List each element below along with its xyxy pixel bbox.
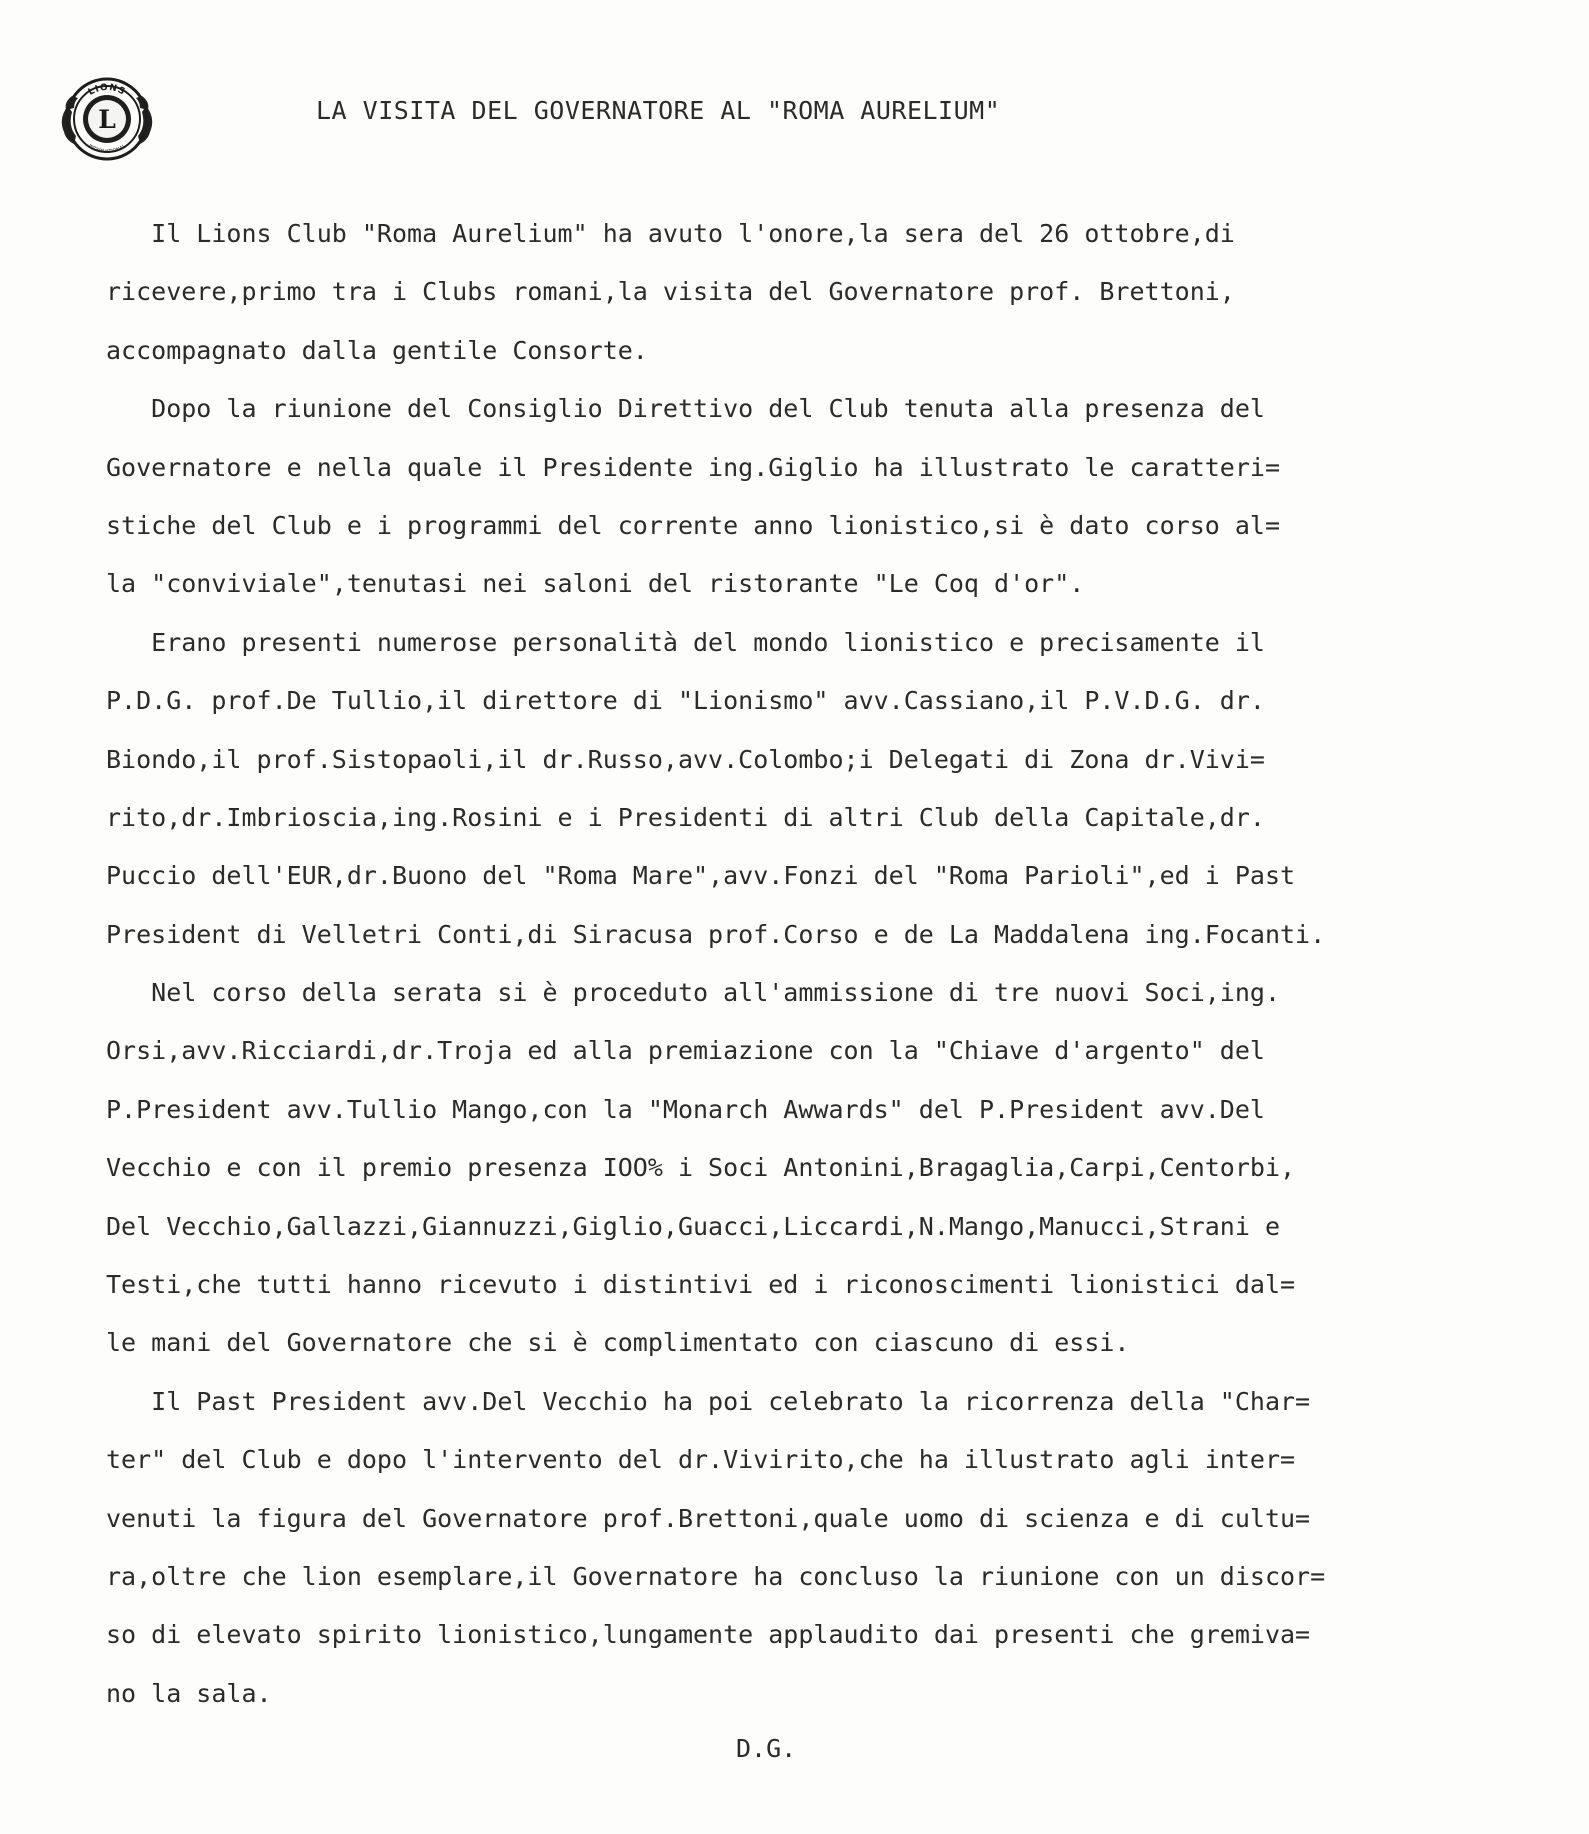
text-line: ra,oltre che lion esemplare,il Governatore ha concluso la riunione con un discor= [106, 1561, 1326, 1591]
text-line: stiche del Club e i programmi del corrente anno lionistico,si è dato corso al= [106, 510, 1280, 540]
text-line: Orsi,avv.Ricciardi,dr.Troja ed alla premiazione con la "Chiave d'argento" del [106, 1036, 1265, 1066]
text-line: no la sala. [106, 1678, 272, 1708]
text-line: Del Vecchio,Gallazzi,Giannuzzi,Giglio,Guacci,Liccardi,N.Mango,Manucci,Strani e [106, 1211, 1280, 1241]
text-line: Vecchio e con il premio presenza IOO% i Soci Antonini,Bragaglia,Carpi,Centorbi, [106, 1153, 1296, 1183]
text-line: Biondo,il prof.Sistopaoli,il dr.Russo,avv.Colombo;i Delegati di Zona dr.Vivi= [106, 744, 1265, 774]
text-line: Governatore e nella quale il Presidente ing.Giglio ha illustrato le caratteri= [106, 452, 1280, 482]
logo-letter: L [98, 105, 116, 134]
text-line: P.D.G. prof.De Tullio,il direttore di "Lionismo" avv.Cassiano,il P.V.D.G. dr. [106, 686, 1265, 716]
document-title: LA VISITA DEL GOVERNATORE AL "ROMA AURELIUM" [316, 96, 1001, 125]
text-line: Il Lions Club "Roma Aurelium" ha avuto l'onore,la sera del 26 ottobre,di [106, 219, 1235, 248]
logo-bottom-text: INTERNATIONAL [87, 143, 127, 156]
text-line: Nel corso della serata si è proceduto all'ammissione di tre nuovi Soci,ing. [106, 978, 1280, 1008]
text-line: la "conviviale",tenutasi nei saloni del ristorante "Le Coq d'or". [106, 569, 1085, 599]
text-line: rito,dr.Imbrioscia,ing.Rosini e i Presidenti di altri Club della Capitale,dr. [106, 802, 1265, 832]
text-line: so di elevato spirito lionistico,lungamente applaudito dai presenti che gremiva= [106, 1620, 1311, 1650]
text-line: Dopo la riunione del Consiglio Direttivo del Club tenuta alla presenza del [106, 394, 1265, 424]
text-line: Il Past President avv.Del Vecchio ha poi celebrato la ricorrenza della "Char= [106, 1386, 1311, 1416]
svg-text:INTERNATIONAL [87, 143, 127, 155]
text-line: venuti la figura del Governatore prof.Brettoni,quale uomo di scienza e di cultu= [106, 1503, 1311, 1533]
text-line: Testi,che tutti hanno ricevuto i distintivi ed i riconoscimenti lionistici dal= [106, 1270, 1296, 1300]
text-line: le mani del Governatore che si è complimentato con ciascuno di essi. [106, 1328, 1130, 1358]
signature-initials: D.G. [736, 1734, 797, 1763]
text-line: ter" del Club e dopo l'intervento del dr.Vivirito,che ha illustrato agli inter= [106, 1445, 1296, 1475]
logo-top-text: LIONS [86, 82, 128, 98]
lions-international-emblem-icon [54, 66, 160, 172]
article-body [106, 205, 1546, 1723]
text-line: President di Velletri Conti,di Siracusa prof.Corso e de La Maddalena ing.Focanti. [106, 919, 1326, 949]
text-line: accompagnato dalla gentile Consorte. [106, 335, 648, 365]
text-line: P.President avv.Tullio Mango,con la "Monarch Awwards" del P.President avv.Del [106, 1094, 1265, 1124]
lions-logo [54, 66, 160, 172]
text-line: Puccio dell'EUR,dr.Buono del "Roma Mare",avv.Fonzi del "Roma Parioli",ed i Past [106, 861, 1296, 891]
text-line: Erano presenti numerose personalità del mondo lionistico e precisamente il [106, 627, 1265, 657]
text-line: ricevere,primo tra i Clubs romani,la visita del Governatore prof. Brettoni, [106, 277, 1235, 307]
